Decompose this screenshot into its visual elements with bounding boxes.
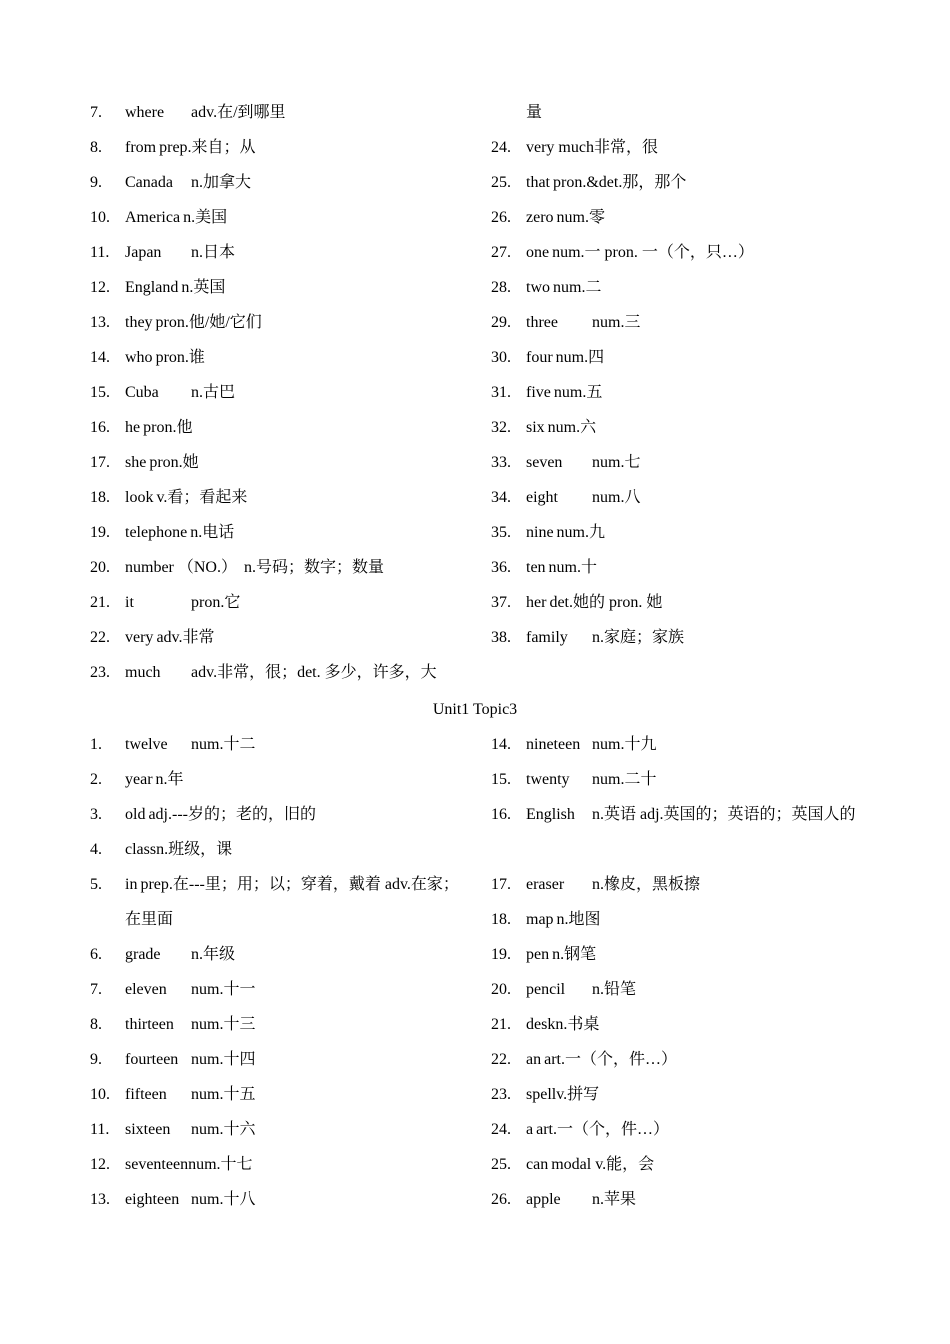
vocab-definition: pron.谁: [155, 349, 205, 366]
vocab-word: thirteen: [125, 1016, 174, 1033]
vocab-number: 7.: [90, 104, 102, 121]
vocab-number: 23.: [90, 664, 110, 681]
vocab-continuation-text: 量: [526, 104, 543, 121]
vocab-definition: pron.她: [149, 454, 199, 471]
vocab-definition: n.地图: [556, 911, 601, 928]
vocab-word: he: [125, 419, 141, 436]
vocab-entry: [526, 727, 871, 762]
vocab-entry: [125, 832, 470, 867]
vocab-definition: n.英国: [181, 279, 226, 296]
vocab-definition: 非常，很: [593, 139, 658, 156]
vocab-definition: pron.他/她/它们: [155, 314, 262, 331]
vocab-number: 19.: [491, 946, 511, 963]
vocab-number: 35.: [491, 524, 511, 541]
vocab-entry: [125, 550, 470, 585]
vocab-word: six: [526, 419, 545, 436]
vocab-definition: num.十九: [592, 736, 657, 753]
vocab-entry: [125, 727, 470, 762]
vocab-number: 34.: [491, 489, 511, 506]
vocab-number: 9.: [90, 174, 102, 191]
vocab-number: 11.: [90, 244, 110, 261]
vocab-definition: modal v.能，会: [551, 1156, 655, 1173]
vocab-word: an: [526, 1051, 542, 1068]
vocab-word: where: [125, 104, 165, 121]
vocab-entry: [125, 937, 470, 972]
vocab-definition: n.班级，课: [156, 841, 233, 858]
vocab-definition: num.十二: [191, 736, 256, 753]
vocab-definition: n.书桌: [555, 1016, 600, 1033]
vocab-number: 20.: [491, 981, 511, 998]
vocab-word: nine: [526, 524, 554, 541]
vocab-definition: n.加拿大: [191, 174, 252, 191]
vocab-number: 1.: [90, 736, 102, 753]
vocab-word: they: [125, 314, 153, 331]
vocab-definition: num.三: [592, 314, 641, 331]
vocab-definition: adj.---岁的；老的，旧的: [148, 806, 316, 823]
vocab-entry: [125, 340, 470, 375]
vocab-entry: [526, 867, 871, 902]
vocab-entry: [526, 1077, 871, 1112]
vocab-word: nineteen: [526, 736, 581, 753]
vocab-definition: n.古巴: [191, 384, 236, 401]
vocab-number: 25.: [491, 1156, 511, 1173]
vocab-word: zero: [526, 209, 554, 226]
vocab-number: 24.: [491, 1121, 511, 1138]
vocab-number: 17.: [90, 454, 110, 471]
topic3-right-column: [491, 732, 871, 1222]
vocab-definition: det.她的 pron. 她: [549, 594, 663, 611]
vocab-word: five: [526, 384, 551, 401]
vocab-entry: [125, 480, 470, 515]
vocab-number: 8.: [90, 1016, 102, 1033]
vocab-entry: [526, 1112, 871, 1147]
vocab-number: 6.: [90, 946, 102, 963]
vocab-definition: n.苹果: [592, 1191, 637, 1208]
vocab-definition: n.铅笔: [592, 981, 637, 998]
vocab-number: 16.: [90, 419, 110, 436]
vocab-entry: [526, 305, 871, 340]
vocab-word: grade: [125, 946, 161, 963]
vocab-definition: num.十三: [191, 1016, 256, 1033]
vocab-word: two: [526, 279, 550, 296]
vocab-number: 31.: [491, 384, 511, 401]
vocab-number: 13.: [90, 1191, 110, 1208]
vocab-entry: [526, 375, 871, 410]
vocab-number: 5.: [90, 876, 102, 893]
vocab-definition: num.二: [553, 279, 602, 296]
vocab-word: seventeen: [125, 1156, 189, 1173]
vocab-number: 15.: [491, 771, 511, 788]
vocab-definition: num.十七: [188, 1156, 253, 1173]
vocab-entry: [125, 515, 470, 550]
vocab-entry: [526, 1182, 871, 1217]
vocab-word: number （NO.）: [125, 559, 237, 576]
vocab-entry: [526, 235, 871, 270]
vocab-word: ten: [526, 559, 546, 576]
vocab-number: 8.: [90, 139, 102, 156]
vocab-definition: n.年: [155, 771, 184, 788]
vocab-number: 25.: [491, 174, 511, 191]
vocab-word: that: [526, 174, 550, 191]
vocab-entry: [125, 1077, 470, 1112]
vocab-definition: num.十: [548, 559, 597, 576]
vocab-entry: [526, 515, 871, 550]
section-title: Unit1 Topic3: [432, 701, 518, 718]
vocab-entry: [526, 620, 871, 655]
vocab-number: 30.: [491, 349, 511, 366]
vocab-number: 38.: [491, 629, 511, 646]
vocab-definition: num.七: [592, 454, 641, 471]
vocab-word: look: [125, 489, 154, 506]
vocab-number: 33.: [491, 454, 511, 471]
vocab-entry: [125, 1147, 470, 1182]
vocab-entry: [125, 445, 470, 480]
vocab-word: pen: [526, 946, 550, 963]
vocab-word: a: [526, 1121, 534, 1138]
vocab-number: 22.: [90, 629, 110, 646]
vocab-item: [90, 1187, 470, 1222]
vocab-word: much: [125, 664, 161, 681]
vocab-entry: [526, 410, 871, 445]
vocab-entry: [125, 867, 470, 937]
vocab-entry: [125, 200, 470, 235]
vocab-entry: [125, 972, 470, 1007]
vocab-number: 32.: [491, 419, 511, 436]
vocab-number: 17.: [491, 876, 511, 893]
vocab-definition: n.英语 adj.英国的；英语的；英国人的: [592, 806, 856, 823]
vocab-definition: num.十五: [191, 1086, 256, 1103]
vocab-word: very: [125, 629, 154, 646]
vocab-word: fifteen: [125, 1086, 167, 1103]
vocab-number: 14.: [90, 349, 110, 366]
vocab-word: her: [526, 594, 547, 611]
vocab-entry: [125, 270, 470, 305]
vocab-entry: [125, 165, 470, 200]
vocab-entry: [526, 340, 871, 375]
vocab-number: 7.: [90, 981, 102, 998]
vocab-entry: [526, 1007, 871, 1042]
vocab-entry: [125, 375, 470, 410]
vocab-definition: prep.来自；从: [159, 139, 256, 156]
vocab-word: old: [125, 806, 146, 823]
vocab-number: 4.: [90, 841, 102, 858]
vocab-entry: [125, 1042, 470, 1077]
vocab-definition: n.钢笔: [552, 946, 597, 963]
vocab-entry: [125, 130, 470, 165]
vocab-word: desk: [526, 1016, 556, 1033]
vocab-word: America: [125, 209, 181, 226]
vocab-number: 19.: [90, 524, 110, 541]
vocab-number: 28.: [491, 279, 511, 296]
vocab-definition: pron.他: [143, 419, 193, 436]
vocab-entry: [526, 1147, 871, 1182]
vocab-word: can: [526, 1156, 549, 1173]
vocab-number: 16.: [491, 806, 511, 823]
vocab-entry: [125, 585, 470, 620]
vocab-definition: n.号码；数字；数量: [240, 559, 385, 576]
vocab-number: 22.: [491, 1051, 511, 1068]
vocab-definition: num.十四: [191, 1051, 256, 1068]
vocab-entry: [125, 1182, 470, 1217]
vocab-word: who: [125, 349, 153, 366]
vocab-number: 14.: [491, 736, 511, 753]
vocab-definition: adv.非常: [156, 629, 215, 646]
topic3-left-column: [90, 732, 470, 1222]
vocab-item: [491, 625, 871, 660]
vocab-entry: [526, 270, 871, 305]
vocab-word: pencil: [526, 981, 566, 998]
vocab-number: 26.: [491, 209, 511, 226]
vocab-word: three: [526, 314, 558, 331]
vocab-number: 12.: [90, 1156, 110, 1173]
vocab-number: 21.: [491, 1016, 511, 1033]
vocab-item: [491, 802, 871, 872]
vocab-number: 10.: [90, 1086, 110, 1103]
vocab-definition: num.二十: [592, 771, 657, 788]
vocab-entry: [125, 620, 470, 655]
vocab-word: eleven: [125, 981, 167, 998]
vocab-entry: [526, 480, 871, 515]
vocab-definition: v.看；看起来: [156, 489, 248, 506]
vocab-number: 21.: [90, 594, 110, 611]
vocab-item: [90, 660, 470, 695]
vocab-number: 29.: [491, 314, 511, 331]
vocab-word: four: [526, 349, 553, 366]
vocab-entry: [125, 95, 470, 130]
vocab-entry: [526, 200, 871, 235]
topic2-right-column: [491, 100, 871, 660]
vocab-number: 15.: [90, 384, 110, 401]
vocab-entry: [526, 585, 871, 620]
vocab-entry: [526, 762, 871, 797]
vocab-entry: [526, 937, 871, 972]
vocab-word: she: [125, 454, 147, 471]
vocab-definition: n.家庭；家族: [592, 629, 685, 646]
vocab-definition: adv.非常，很；det. 多少，许多，大: [191, 664, 437, 681]
vocab-definition: num.五: [553, 384, 603, 401]
vocab-definition: num.一 pron. 一（个，只…）: [552, 244, 754, 261]
vocab-definition: num.六: [547, 419, 597, 436]
vocab-number: 23.: [491, 1086, 511, 1103]
vocab-entry: [125, 762, 470, 797]
vocab-entry: [526, 972, 871, 1007]
vocab-entry: [526, 550, 871, 585]
vocab-definition: n.年级: [191, 946, 236, 963]
vocab-word: England: [125, 279, 179, 296]
vocab-definition: art.一（个，件…）: [536, 1121, 669, 1138]
vocab-definition: prep.在---里；用；以；穿着，戴着 adv.在家； 在里面: [125, 876, 459, 928]
vocab-number: 12.: [90, 279, 110, 296]
vocab-word: Japan: [125, 244, 162, 261]
vocab-definition: num.四: [555, 349, 605, 366]
vocab-definition: num.十八: [191, 1191, 256, 1208]
vocab-item: [90, 872, 470, 942]
vocab-word: seven: [526, 454, 563, 471]
vocab-number: 24.: [491, 139, 511, 156]
vocab-number: 11.: [90, 1121, 110, 1138]
vocab-definition: n.电话: [190, 524, 235, 541]
vocab-word: in: [125, 876, 138, 893]
vocab-definition: v.拼写: [556, 1086, 600, 1103]
vocab-word: eighteen: [125, 1191, 180, 1208]
vocab-definition: num.十一: [191, 981, 256, 998]
vocab-entry: [526, 902, 871, 937]
vocab-word: English: [526, 806, 575, 823]
vocab-definition: n.橡皮，黑板擦: [592, 876, 701, 893]
vocab-word: one: [526, 244, 550, 261]
vocab-definition: pron.&det.那，那个: [553, 174, 687, 191]
vocab-number: 20.: [90, 559, 110, 576]
vocab-word: year: [125, 771, 153, 788]
vocab-number: 26.: [491, 1191, 511, 1208]
vocab-word: family: [526, 629, 568, 646]
vocab-definition: n.美国: [183, 209, 228, 226]
vocab-definition: num.零: [556, 209, 605, 226]
vocab-word: eraser: [526, 876, 565, 893]
vocab-number: 37.: [491, 594, 511, 611]
vocab-number: 9.: [90, 1051, 102, 1068]
vocab-word: fourteen: [125, 1051, 179, 1068]
vocab-entry: [125, 235, 470, 270]
vocab-entry: [526, 1042, 871, 1077]
vocab-entry: [526, 445, 871, 480]
vocab-word: sixteen: [125, 1121, 171, 1138]
vocab-word: class: [125, 841, 157, 858]
vocab-entry: [125, 410, 470, 445]
vocab-word: spell: [526, 1086, 557, 1103]
vocab-entry: [526, 797, 871, 832]
vocab-word: Cuba: [125, 384, 159, 401]
vocab-definition: num.八: [592, 489, 641, 506]
vocab-entry: [125, 1112, 470, 1147]
vocab-number: 10.: [90, 209, 110, 226]
vocab-number: 27.: [491, 244, 511, 261]
vocab-number: 2.: [90, 771, 102, 788]
vocab-definition: adv.在/到哪里: [191, 104, 286, 121]
vocab-entry: [125, 655, 470, 690]
vocab-word: it: [125, 594, 134, 611]
vocab-number: 13.: [90, 314, 110, 331]
vocab-word: from: [125, 139, 157, 156]
vocab-number: 3.: [90, 806, 102, 823]
vocab-definition: num.十六: [191, 1121, 256, 1138]
vocab-definition: pron.它: [191, 594, 241, 611]
vocab-word: twenty: [526, 771, 570, 788]
vocab-word: Canada: [125, 174, 173, 191]
vocab-number: 36.: [491, 559, 511, 576]
vocab-entry: [125, 797, 470, 832]
vocab-definition: art.一（个，件…）: [544, 1051, 677, 1068]
vocab-entry: [125, 305, 470, 340]
vocab-number: 18.: [491, 911, 511, 928]
vocab-definition: n.日本: [191, 244, 236, 261]
vocab-word: telephone: [125, 524, 188, 541]
vocab-word: twelve: [125, 736, 168, 753]
vocab-word: apple: [526, 1191, 561, 1208]
vocab-word: eight: [526, 489, 558, 506]
vocab-word: map: [526, 911, 554, 928]
vocab-entry: [526, 130, 871, 165]
vocab-word: very much: [526, 139, 594, 156]
vocab-entry: [125, 1007, 470, 1042]
topic2-left-column: [90, 100, 470, 695]
vocab-definition: num.九: [556, 524, 605, 541]
vocab-number: 18.: [90, 489, 110, 506]
vocab-entry: [526, 165, 871, 200]
vocab-item: [491, 1187, 871, 1222]
